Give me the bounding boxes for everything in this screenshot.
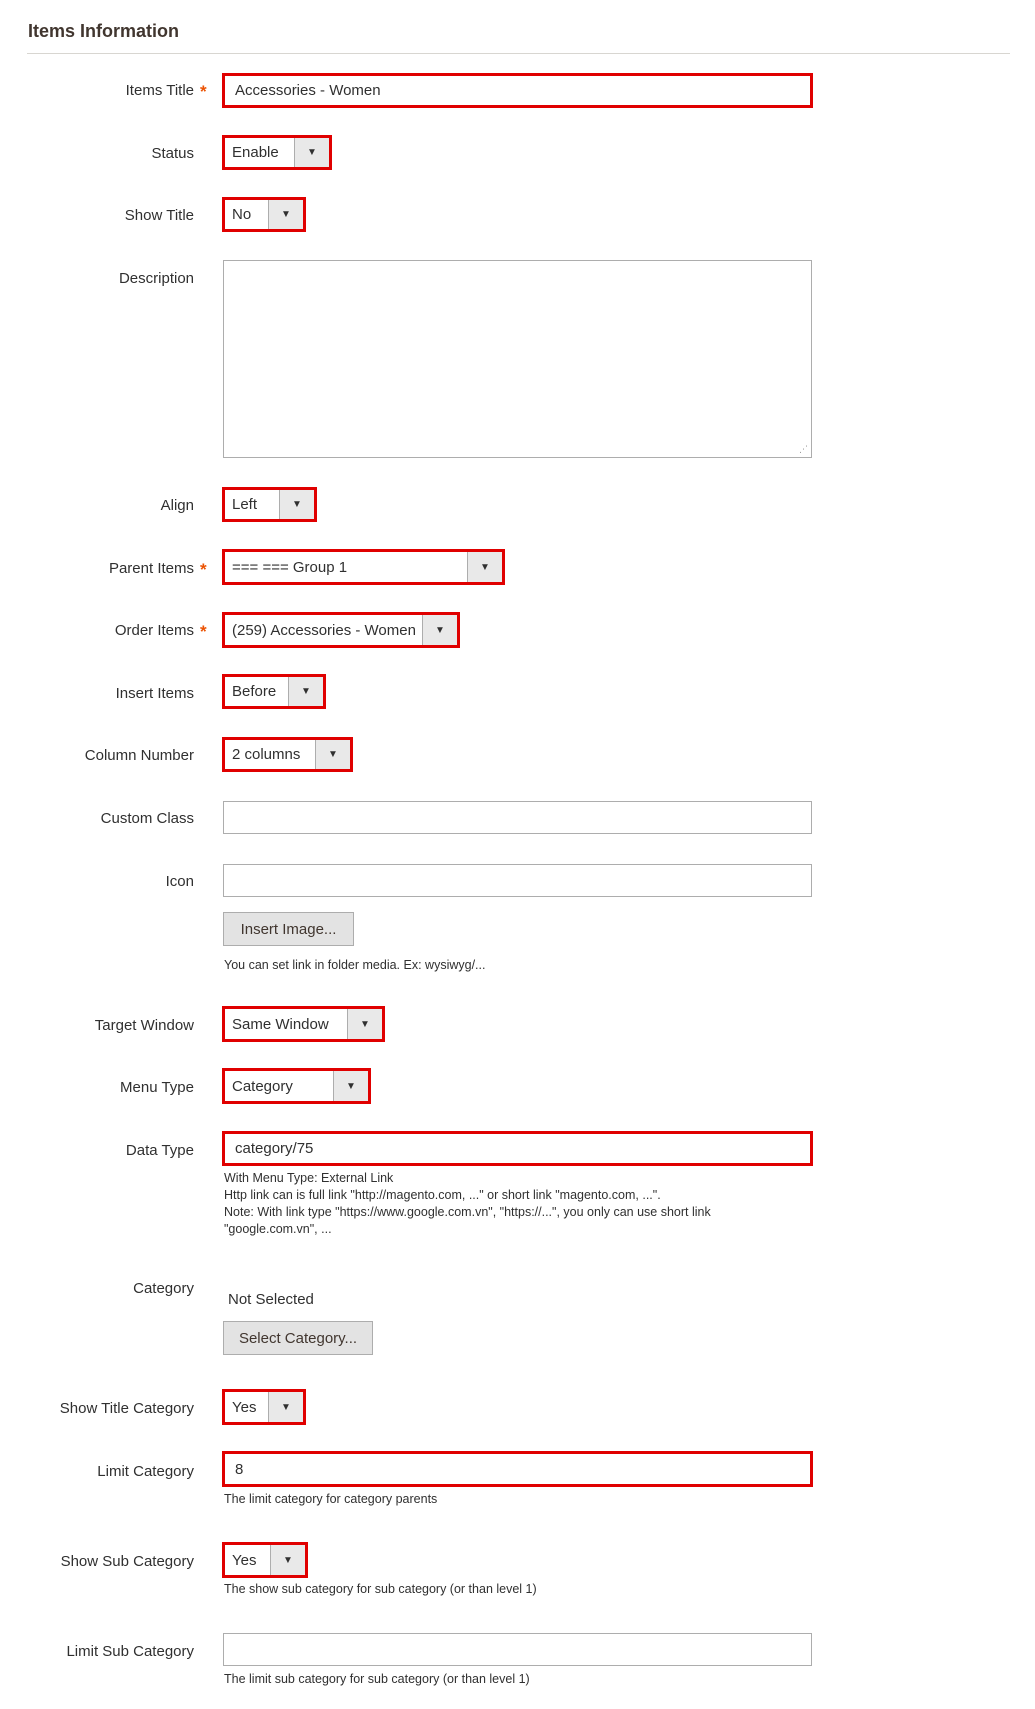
show-sub-category-select[interactable] [222,1542,308,1578]
chevron-down-icon: ▼ [294,138,329,167]
data-type-note-line: "google.com.vn", ... [224,1222,332,1236]
required-marker: * [200,622,207,641]
limit-category-input[interactable]: 8 [222,1451,813,1487]
show-title-label: Show Title [124,207,194,224]
limit-category-note: The limit category for category parents [224,1492,438,1506]
insert-items-value: Before [232,683,277,700]
chevron-down-icon: ▼ [467,552,502,582]
limit-sub-category-input[interactable] [223,1633,812,1666]
items-title-input[interactable]: Accessories - Women [222,73,813,108]
parent-items-select[interactable] [222,549,505,585]
icon-input[interactable] [223,864,812,897]
target-window-select[interactable] [222,1006,385,1042]
menu-type-value: Category [232,1077,293,1095]
section-title: Items Information [28,21,180,41]
chevron-down-icon: ▼ [422,615,457,645]
align-label: Align [160,497,194,514]
status-select[interactable] [222,135,332,170]
chevron-down-icon: ▼ [268,1392,303,1422]
show-title-select[interactable] [222,197,306,232]
show-sub-category-label: Show Sub Category [60,1553,194,1570]
icon-note: You can set link in folder media. Ex: wysiwyg/... [224,958,486,972]
chevron-down-icon: ▼ [333,1071,368,1101]
menu-type-select[interactable] [222,1068,371,1104]
status-label: Status [151,145,194,162]
select-category-button[interactable]: Select Category... [223,1321,373,1355]
data-type-input[interactable]: category/75 [222,1131,813,1166]
chevron-down-icon: ▼ [279,490,314,519]
resize-grip-icon[interactable]: ⋰ [799,444,808,454]
status-value: Enable [232,144,279,161]
items-title-label: Items Title [125,82,194,99]
menu-type-label: Menu Type [120,1079,194,1096]
description-textarea[interactable] [223,260,812,458]
insert-items-label: Insert Items [115,685,194,702]
show-sub-category-note: The show sub category for sub category (or than level 1) [224,1582,537,1596]
icon-label: Icon [165,873,194,890]
parent-items-label: Parent Items [108,560,194,577]
insert-items-select[interactable] [222,674,326,709]
align-select[interactable] [222,487,317,522]
align-value: Left [232,496,258,513]
custom-class-input[interactable] [223,801,812,834]
data-type-label: Data Type [125,1142,194,1159]
parent-items-value: === === Group 1 [232,558,348,576]
section-divider [27,53,1010,54]
show-title-category-select[interactable] [222,1389,306,1425]
target-window-label: Target Window [94,1017,194,1034]
column-number-label: Column Number [84,747,194,764]
column-number-value: 2 columns [232,746,301,763]
limit-sub-category-note: The limit sub category for sub category (or than level 1) [224,1672,530,1686]
target-window-value: Same Window [232,1015,329,1033]
show-title-category-value: Yes [232,1398,257,1416]
data-type-note-line: With Menu Type: External Link [224,1171,394,1185]
order-items-value: (259) Accessories - Women [232,621,416,639]
chevron-down-icon: ▼ [268,200,303,229]
insert-image-button[interactable]: Insert Image... [223,912,354,946]
show-sub-category-value: Yes [232,1551,257,1569]
description-label: Description [118,270,194,287]
required-marker: * [200,82,207,101]
data-type-note-line: Http link can is full link "http://magento.com, ..." or short link "magento.com, ...". [224,1188,661,1202]
chevron-down-icon: ▼ [347,1009,382,1039]
data-type-note-line: Note: With link type "https://www.google.com.vn", "https://...", you only can use short link [224,1205,711,1219]
limit-sub-category-label: Limit Sub Category [66,1643,194,1660]
category-label: Category [133,1280,194,1297]
chevron-down-icon: ▼ [288,677,323,706]
order-items-label: Order Items [114,622,194,639]
chevron-down-icon: ▼ [315,740,350,769]
column-number-select[interactable] [222,737,353,772]
limit-category-label: Limit Category [97,1463,194,1480]
show-title-value: No [232,206,252,223]
category-status: Not Selected [228,1291,314,1308]
chevron-down-icon: ▼ [270,1545,305,1575]
required-marker: * [200,560,207,579]
show-title-category-label: Show Title Category [59,1400,194,1417]
custom-class-label: Custom Class [100,810,194,827]
order-items-select[interactable] [222,612,460,648]
